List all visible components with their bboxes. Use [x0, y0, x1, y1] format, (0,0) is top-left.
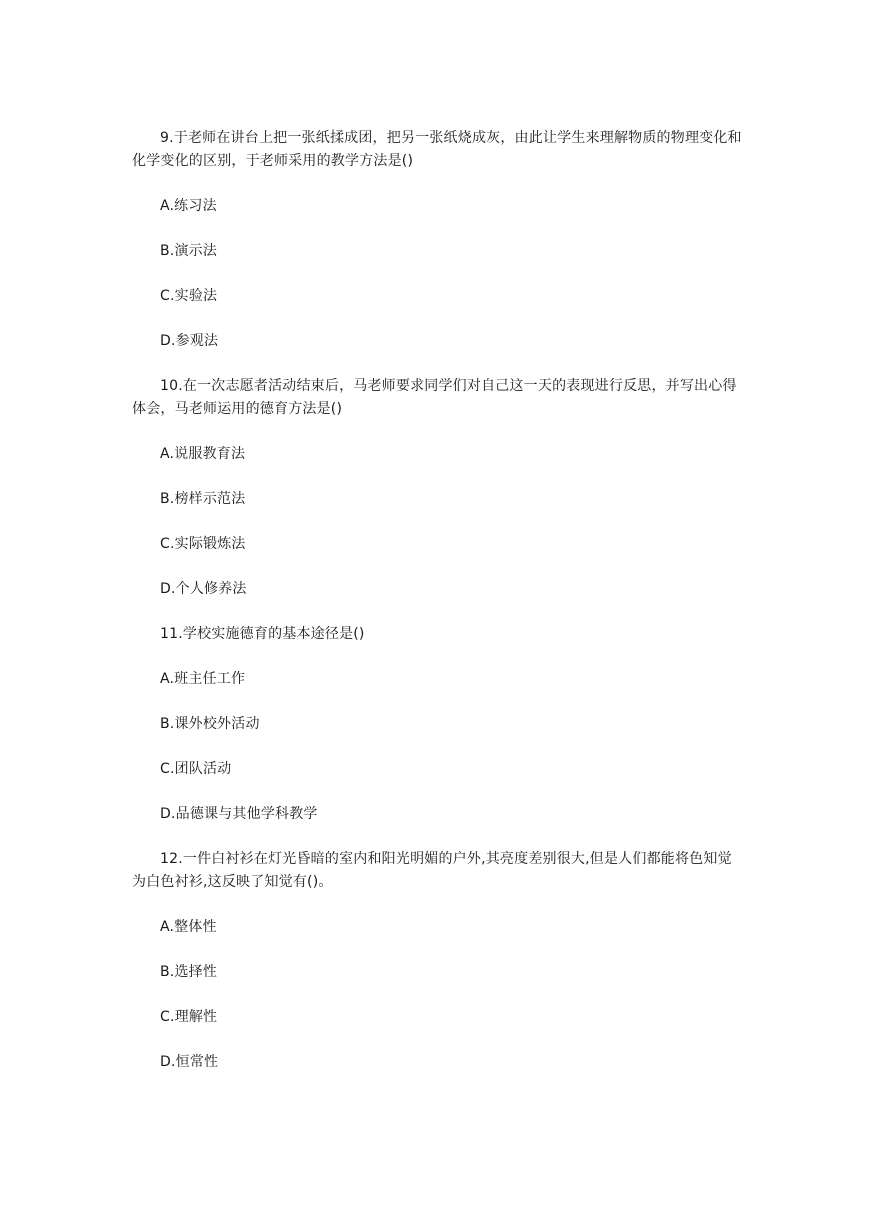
option-c: C.团队活动	[160, 761, 232, 777]
question-text: 10.在一次志愿者活动结束后，马老师要求同学们对自己这一天的表现进行反思，并写出心得体会，马老师运用的德育方法是()	[132, 378, 737, 417]
option-b: B.选择性	[160, 964, 218, 980]
option-a: A.整体性	[160, 919, 217, 935]
question-11	[132, 623, 744, 826]
option-b: B.榜样示范法	[160, 491, 246, 507]
question-text: 9.于老师在讲台上把一张纸揉成团，把另一张纸烧成灰，由此让学生来理解物质的物理变化和化学变化的区别，于老师采用的教学方法是()	[132, 130, 742, 169]
question-12	[132, 848, 744, 1074]
question-list	[132, 127, 744, 1074]
option-c: C.实际锻炼法	[160, 536, 246, 552]
question-9	[132, 127, 744, 353]
question-text: 12.一件白衬衫在灯光昏暗的室内和阳光明媚的户外,其亮度差别很大,但是人们都能将色知觉为白色衬衫,这反映了知觉有()。	[132, 851, 732, 890]
option-d: D.恒常性	[160, 1054, 219, 1070]
option-b: B.课外校外活动	[160, 716, 260, 732]
question-10	[132, 375, 744, 601]
option-a: A.班主任工作	[160, 671, 246, 687]
question-text: 11.学校实施德育的基本途径是()	[160, 626, 365, 642]
option-b: B.演示法	[160, 243, 218, 259]
option-c: C.实验法	[160, 288, 218, 304]
option-d: D.个人修养法	[160, 581, 247, 597]
option-c: C.理解性	[160, 1009, 218, 1025]
option-d: D.品德课与其他学科教学	[160, 806, 318, 822]
option-a: A.说服教育法	[160, 446, 246, 462]
option-d: D.参观法	[160, 333, 219, 349]
option-a: A.练习法	[160, 198, 217, 214]
